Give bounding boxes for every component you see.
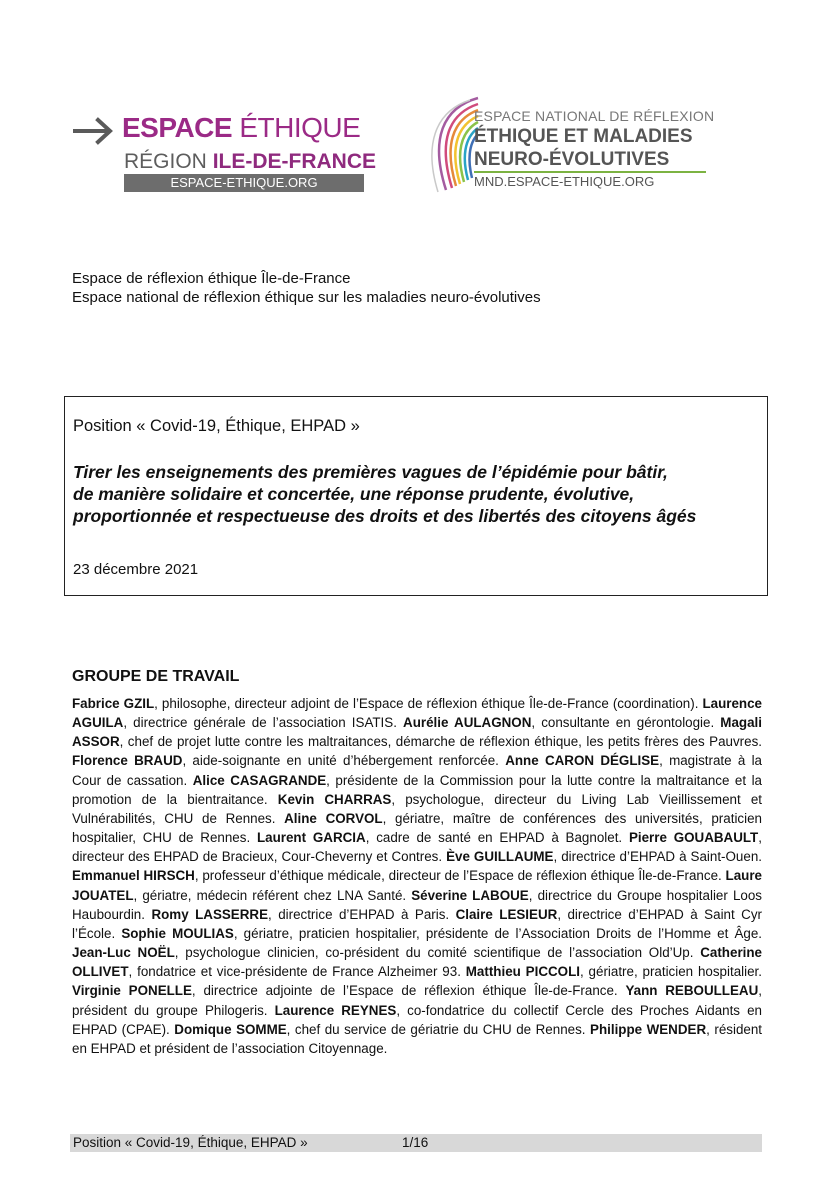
member-entry <box>174 1022 585 1037</box>
logo-left-line1: ESPACE ÉTHIQUE <box>122 112 361 143</box>
member-name: Yann REBOULLEAU <box>625 983 759 999</box>
member-name: Laure JOUATEL <box>72 868 762 903</box>
member-name: Laurence REYNES <box>274 1002 397 1018</box>
member-description: , gériatre, maître de conférences des universités, praticien hospitalier, CHU de Rennes. <box>72 810 762 846</box>
page-number: 1/16 <box>402 1135 429 1150</box>
member-name: Emmanuel HIRSCH <box>72 868 195 884</box>
member-description: , résident en EHPAD et président de l’association Citoyennage. <box>72 1021 763 1056</box>
logo-left-url: ESPACE-ETHIQUE.ORG <box>124 174 364 192</box>
document-date: 23 décembre 2021 <box>73 561 199 578</box>
logo-right-line2: ÉTHIQUE ET MALADIES <box>474 126 693 147</box>
member-name: Alice CASAGRANDE <box>192 772 327 788</box>
member-name: Virginie PONELLE <box>72 983 192 999</box>
member-description: , psychologue, directeur du Living Lab Vieillissement et Vulnérabilités, CHU de Rennes. <box>72 791 763 826</box>
title-box <box>64 396 768 596</box>
member-entry <box>72 868 722 883</box>
member-list <box>72 694 762 1058</box>
member-description: , aide-soignante en unité d’hébergement renforcée. <box>182 753 499 769</box>
member-name: Aurélie AULAGNON <box>403 715 532 731</box>
member-description: , directeur des EHPAD de Bracieux, Cour-Cheverny et Contres. <box>72 830 762 865</box>
member-name: Catherine OLLIVET <box>72 945 762 980</box>
member-description: , directrice d’EHPAD à Saint-Ouen. <box>553 849 762 865</box>
member-name: Philippe WENDER <box>590 1021 707 1037</box>
member-description: , fondatrice et vice-présidente de France Alzheimer 93. <box>128 964 461 980</box>
member-name: Laurent GARCIA <box>256 830 366 846</box>
member-entry <box>446 849 762 864</box>
member-description: , chef de projet lutte contre les maltraitances, démarche de réflexion éthique, les petits frères des Pauvres. <box>119 734 762 750</box>
subtitle-line: de manière solidaire et concertée, une réponse prudente, évolutive, <box>73 484 635 504</box>
member-description: , chef du service de gériatrie du CHU de Rennes. <box>286 1021 586 1037</box>
member-description: , gériatre, praticien hospitalier, présidente de l’Association Droits de l’Homme et Âge. <box>233 925 762 941</box>
member-entry <box>72 753 499 768</box>
member-description: , président du groupe Philogeris. <box>72 983 762 1018</box>
member-entry <box>72 983 618 998</box>
member-description: , gériatre, médecin référent chez LNA Santé. <box>133 887 407 903</box>
member-description: , professeur d’éthique médicale, directeur de l’Espace de réflexion éthique Île-de-France. <box>194 868 722 884</box>
member-name: Ève GUILLAUME <box>446 849 554 865</box>
member-entry <box>403 715 714 730</box>
member-name: Magali ASSOR <box>72 715 762 750</box>
logo-right-line3: NEURO-ÉVOLUTIVES <box>474 149 670 170</box>
member-name: Sophie MOULIAS <box>121 925 234 941</box>
member-name: Laurence AGUILA <box>72 696 762 731</box>
member-description: , magistrate à la Cour de cassation. <box>72 753 763 788</box>
member-name: Anne CARON DÉGLISE <box>505 753 660 769</box>
member-entry <box>72 945 693 960</box>
member-description: , philosophe, directeur adjoint de l’Espace de réflexion éthique Île-de-France (coordination). <box>154 696 699 711</box>
member-entry <box>72 696 698 711</box>
member-name: Pierre GOUABAULT <box>628 830 759 846</box>
member-name: Jean-Luc NOËL <box>72 945 175 961</box>
member-name: Séverine LABOUE <box>411 887 529 903</box>
logo-left-line2: RÉGION ILE-DE-FRANCE <box>124 150 377 173</box>
subtitle-line: proportionnée et respectueuse des droits et des libertés des citoyens âgés <box>73 506 697 526</box>
footer-title: Position « Covid-19, Éthique, EHPAD » <box>73 1135 308 1150</box>
member-description: , directrice adjointe de l’Espace de réflexion éthique Île-de-France. <box>191 983 618 999</box>
member-entry <box>257 830 622 845</box>
position-title: Position « Covid-19, Éthique, EHPAD » <box>73 417 360 435</box>
member-name: Matthieu PICCOLI <box>465 964 580 980</box>
section-title-working-group: GROUPE DE TRAVAIL <box>72 668 240 685</box>
member-description: , psychologue clinicien, co-président du comité scientifique de l’association Old’Up. <box>174 945 694 961</box>
header-line-1: Espace de réflexion éthique Île-de-France <box>72 270 351 287</box>
member-name: Domique SOMME <box>174 1021 287 1037</box>
member-description: , co-fondatrice du collectif Cercle des Proches Aidants en EHPAD (CPAE). <box>72 1002 762 1037</box>
member-entry <box>151 907 449 922</box>
green-rule <box>474 171 706 173</box>
member-name: Aline CORVOL <box>284 810 383 826</box>
member-description: , directrice du Groupe hospitalier Loos Haubourdin. <box>72 887 762 922</box>
subtitle-line: Tirer les enseignements des premières vagues de l’épidémie pour bâtir, <box>73 462 668 482</box>
member-description: , directrice d’EHPAD à Saint Cyr l’École. <box>72 906 762 941</box>
member-description: , directrice générale de l’association ISATIS. <box>123 715 397 731</box>
member-description: , consultante en gérontologie. <box>531 715 715 731</box>
member-description: , directrice d’EHPAD à Paris. <box>268 906 450 922</box>
member-entry <box>466 964 762 979</box>
member-name: Fabrice GZIL <box>72 696 155 711</box>
logo-right-line1: ESPACE NATIONAL DE RÉFLEXION <box>474 108 715 124</box>
member-name: Kevin CHARRAS <box>277 791 392 807</box>
arrow-right-icon <box>72 116 116 146</box>
colorful-arcs-emblem-icon <box>420 92 482 196</box>
logo-espace-ethique-idf <box>70 108 377 193</box>
member-description: , présidente de la Commission pour la lutte contre la maltraitance et la promotion de la bientraitance. <box>72 772 762 807</box>
logo-right-url: MND.ESPACE-ETHIQUE.ORG <box>474 174 655 189</box>
header-line-2: Espace national de réflexion éthique sur les maladies neuro-évolutives <box>72 289 541 306</box>
member-entry <box>121 926 762 941</box>
member-name: Romy LASSERRE <box>151 906 269 922</box>
page-footer <box>70 1134 762 1152</box>
member-name: Florence BRAUD <box>72 753 183 769</box>
logo-espace-national-mnd <box>420 92 720 202</box>
subtitle <box>73 461 696 527</box>
member-name: Claire LESIEUR <box>455 906 558 922</box>
member-description: , cadre de santé en EHPAD à Bagnolet. <box>365 830 623 846</box>
member-description: , gériatre, praticien hospitalier. <box>579 964 762 980</box>
